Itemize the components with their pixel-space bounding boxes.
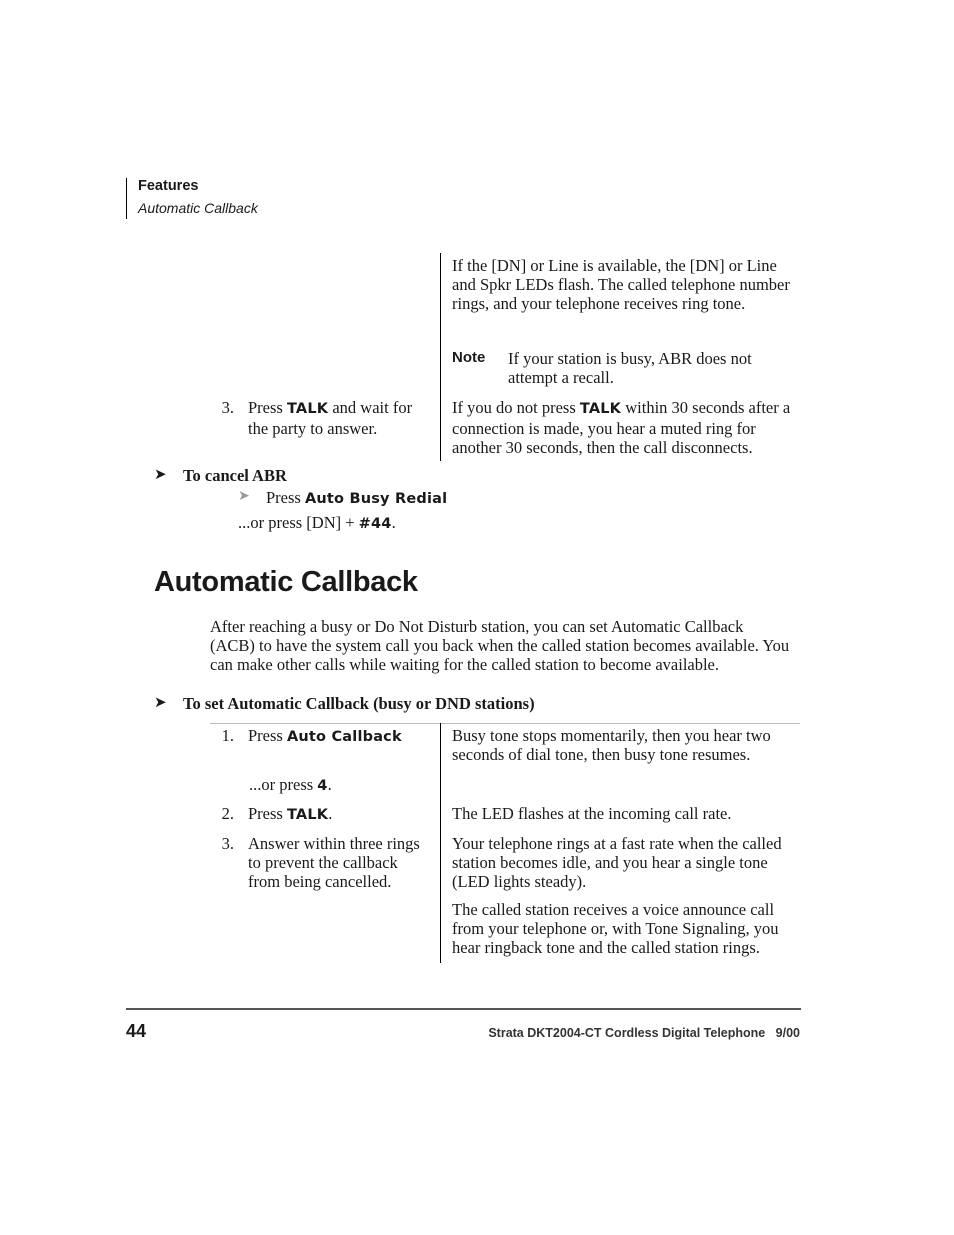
abr-step3-action (248, 398, 433, 438)
header-section: Features (138, 178, 199, 194)
acb-step3-action: Answer within three rings to prevent the callback from being cancelled. (248, 834, 420, 891)
cancel-abr-press-pre: Press (266, 488, 305, 507)
section-intro: After reaching a busy or Do Not Disturb station, you can set Automatic Callback (ACB) to have the system call you back when the called station becomes available. You can make other calls while waiting for the called station to become available. (210, 617, 790, 674)
abr-step3-number: 3. (221, 398, 234, 417)
acb-step1-or-pre: ...or press (249, 775, 318, 794)
abr-step3-response (452, 398, 797, 457)
abr-step3-resp-post: within 30 seconds after a connection is made, you hear a muted ring for another 30 seconds, then the call disconnects. (452, 398, 791, 457)
abr-step3-resp-pre: If you do not press (452, 398, 580, 417)
code-key: #44 (358, 516, 392, 532)
acb-table-top-rule (210, 723, 800, 724)
acb-step2-response: The LED flashes at the incoming call rate. (452, 804, 732, 823)
header-rule (126, 178, 127, 219)
header-subsection: Automatic Callback (138, 200, 258, 216)
cancel-abr-or-post: . (391, 513, 396, 532)
talk-key: TALK (286, 401, 329, 417)
acb-step2-pre: Press (248, 804, 287, 823)
acb-step2-number: 2. (221, 804, 234, 823)
arrow-icon: ➤ (154, 465, 167, 483)
auto-callback-key: Auto Callback (286, 729, 402, 745)
abr-step3-pre: Press (248, 398, 287, 417)
cancel-abr-alternate (238, 513, 396, 534)
abr-table-divider (440, 253, 441, 461)
acb-step1-response: Busy tone stops momentarily, then you hear two seconds of dial tone, then busy tone resumes. (452, 726, 771, 764)
arrow-icon: ➤ (238, 488, 250, 504)
abr-row1-response: If the [DN] or Line is available, the [DN] or Line and Spkr LEDs flash. The called telephone number rings, and your telephone receives ring tone. (452, 256, 790, 313)
arrow-icon: ➤ (154, 693, 167, 711)
acb-step3-number: 3. (221, 834, 234, 853)
acb-table-divider (440, 723, 441, 963)
page-number: 44 (126, 1021, 147, 1041)
acb-step2-action (248, 804, 433, 825)
note-text: If your station is busy, ABR does not attempt a recall. (508, 349, 752, 387)
digit-key: 4 (317, 778, 328, 794)
talk-key: TALK (286, 807, 329, 823)
acb-step2-post: . (328, 804, 333, 823)
cancel-abr-or-pre: ...or press [DN] + (238, 513, 359, 532)
acb-step1-number: 1. (221, 726, 234, 745)
cancel-abr-press (266, 488, 447, 509)
auto-busy-redial-key: Auto Busy Redial (304, 491, 448, 507)
note-label: Note (452, 349, 486, 366)
acb-step3-response-1: Your telephone rings at a fast rate when the called station becomes idle, and you hear a single tone (LED lights steady). (452, 834, 782, 891)
acb-step1-action (248, 726, 433, 747)
talk-key: TALK (579, 401, 622, 417)
section-title: Automatic Callback (154, 566, 418, 598)
acb-step1-pre: Press (248, 726, 287, 745)
abr-step3-post: and wait for the party to answer. (248, 398, 413, 438)
acb-step1-or-post: . (327, 775, 332, 794)
procedure-title-cancel-abr: To cancel ABR (183, 466, 287, 485)
footer-rule (126, 1008, 801, 1010)
procedure-title-set-acb: To set Automatic Callback (busy or DND stations) (183, 694, 535, 713)
acb-step3-response-2: The called station receives a voice announce call from your telephone or, with Tone Signaling, you hear ringback tone and the called station rings. (452, 900, 779, 957)
footer-doc-title: Strata DKT2004-CT Cordless Digital Telephone 9/00 (488, 1026, 800, 1040)
acb-step1-alternate (249, 775, 332, 796)
